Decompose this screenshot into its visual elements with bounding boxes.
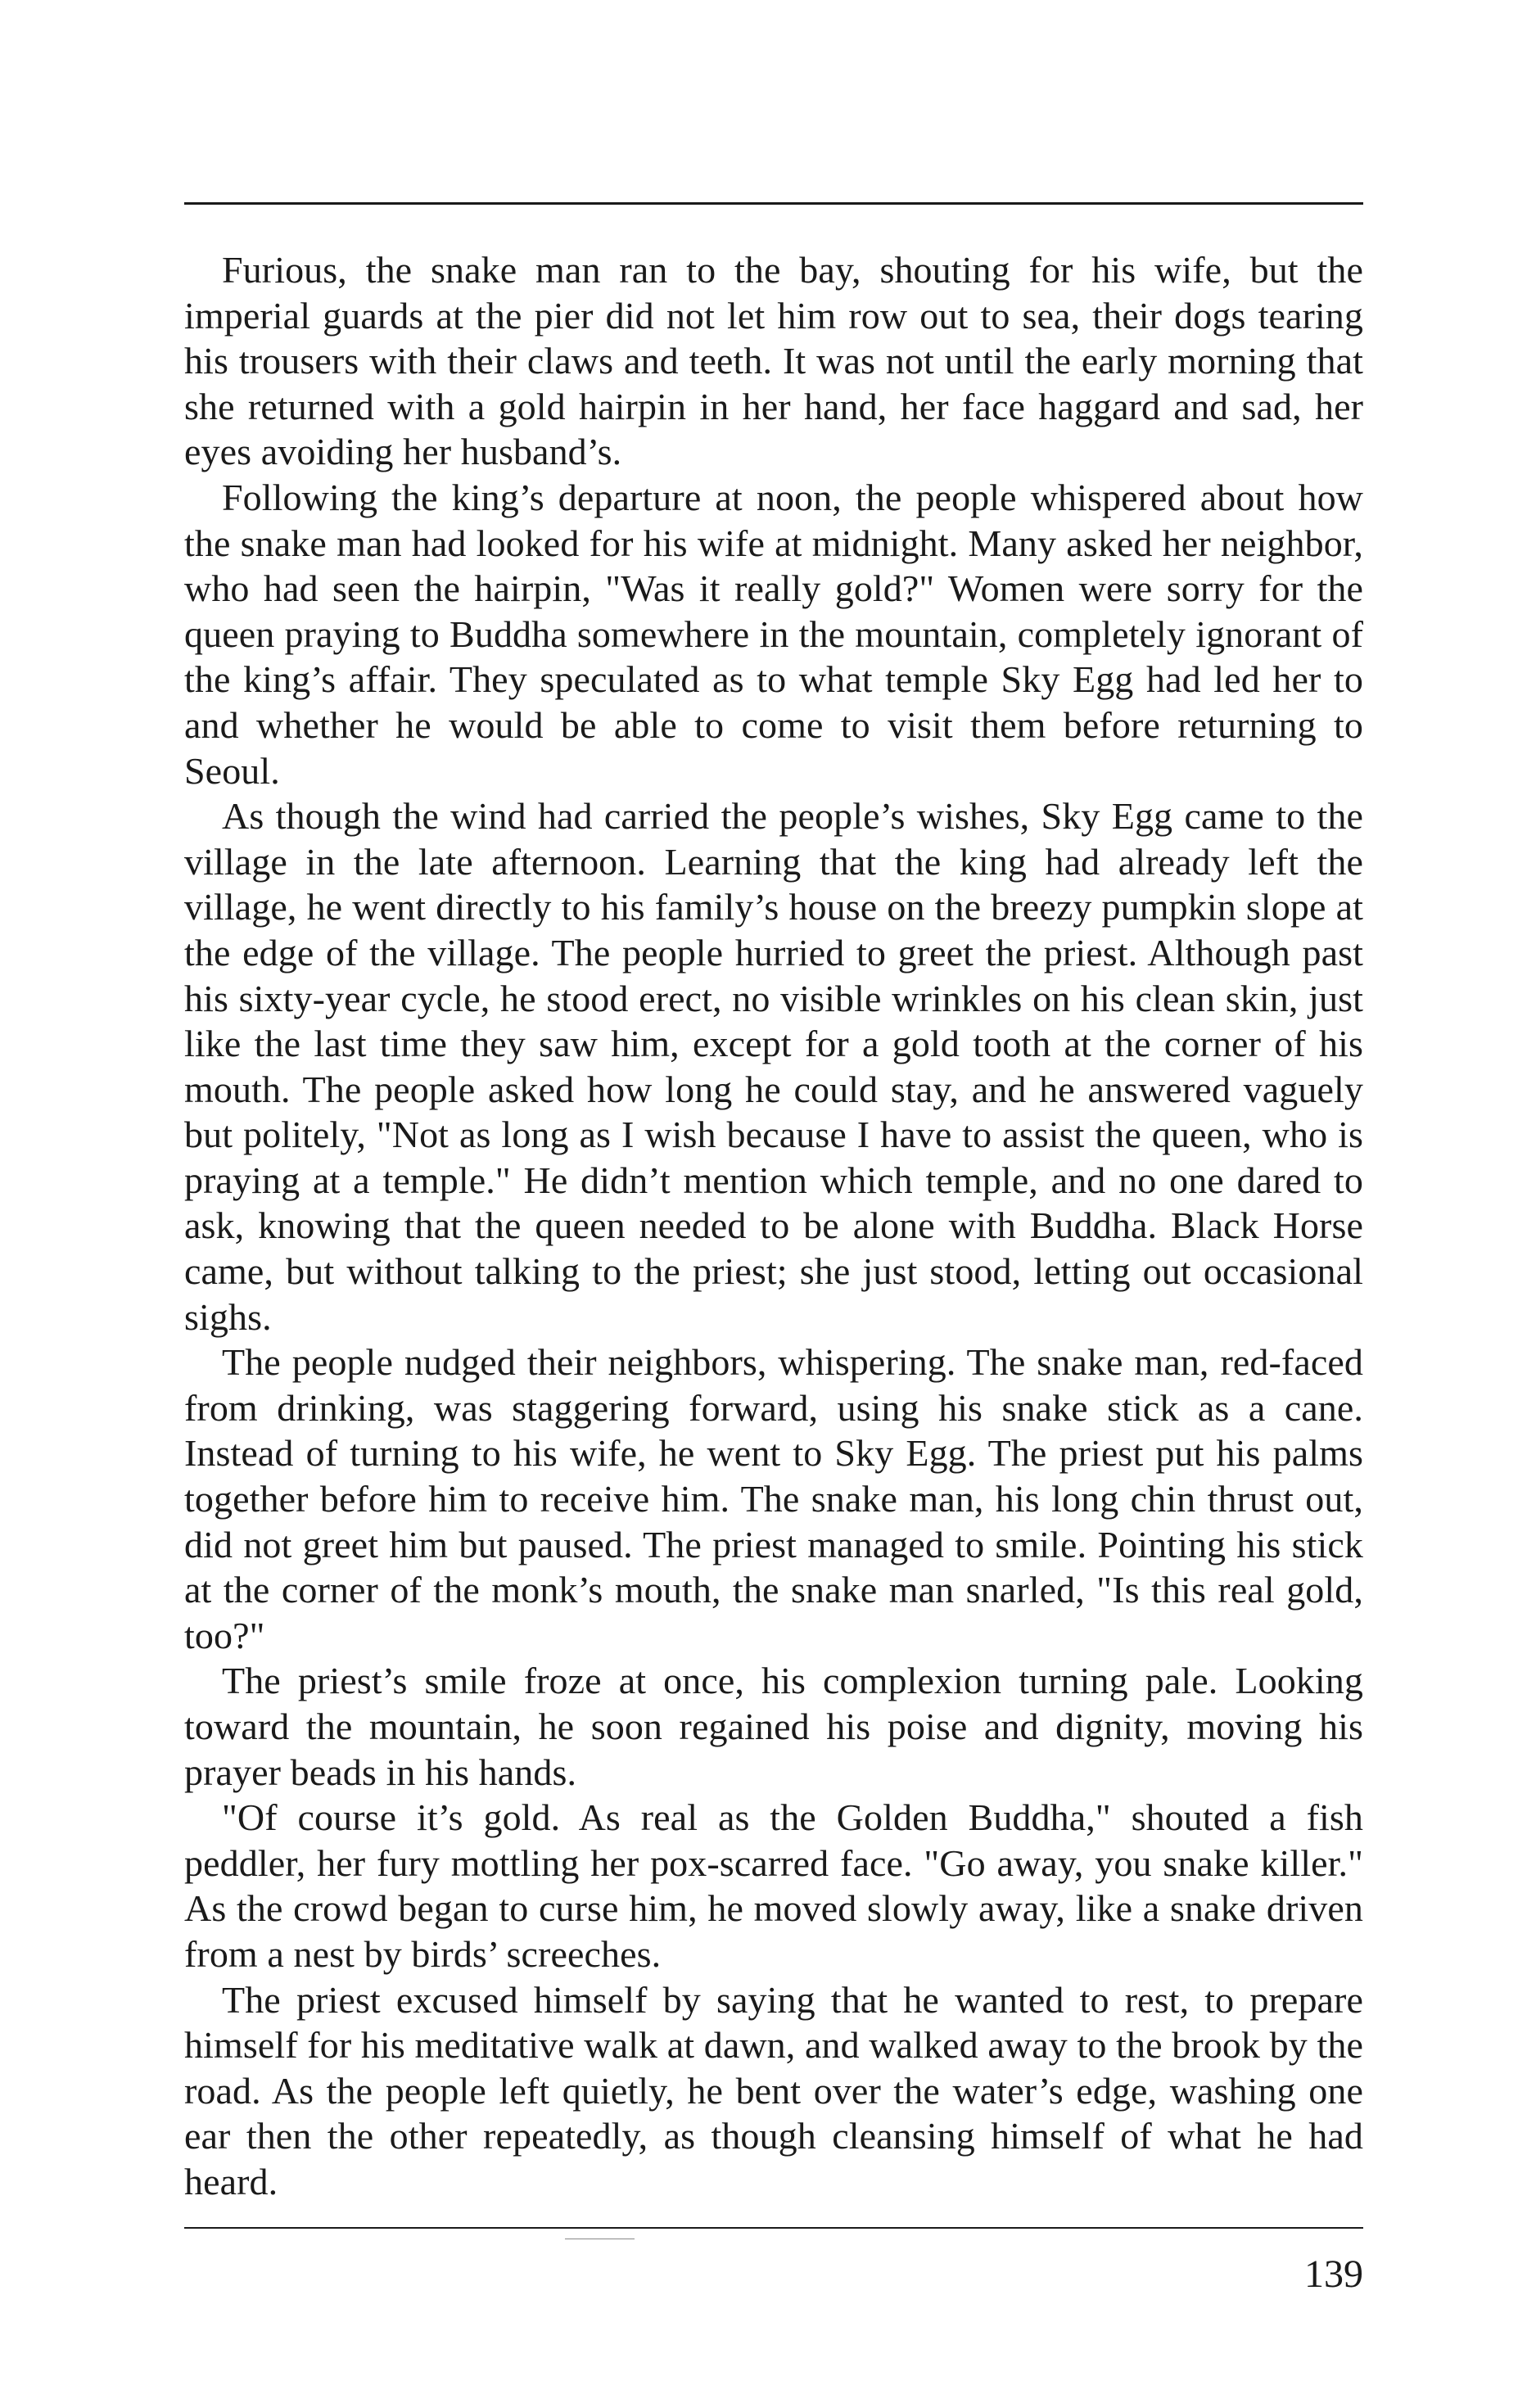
footer-rule xyxy=(184,2227,1363,2229)
paragraph: The people nudged their neighbors, whispering. The snake man, red-faced from drinking, was staggering forward, using his snake stick as a cane. Instead of turning to his wife, he went to Sky Egg. The priest put his palms together before him to receive him. The snake man, his long chin thrust out, did not greet him but paused. The priest managed to smile. Pointing his stick at the corner of the monk’s mouth, the snake man snarled, "Is this real gold, too?" xyxy=(184,1341,1363,1656)
paragraph: The priest excused himself by saying that he wanted to rest, to prepare himself for his meditative walk at dawn, and walked away to the brook by the road. As the people left quietly, he bent over the water’s edge, washing one ear then the other repeatedly, as though cleansing himself of what he had heard. xyxy=(184,1978,1363,2202)
page-number: 139 xyxy=(1304,2252,1363,2296)
header-rule xyxy=(184,202,1363,205)
paragraph: "Of course it’s gold. As real as the Golden Buddha," shouted a fish peddler, her fury mottling her pox-scarred face. "Go away, you snake killer." As the crowd began to curse him, he moved slowly away, like a snake driven from a nest by birds’ screeches. xyxy=(184,1796,1363,1975)
paragraph: Following the king’s departure at noon, the people whispered about how the snake man had looked for his wife at midnight. Many asked her neighbor, who had seen the hairpin, "Was it really gold?" Women were sorry for the queen praying to Buddha somewhere in the mountain, completely ignorant of the king’s affair. They speculated as to what temple Sky Egg had led her to and whether he would be able to come to visit them before returning to Seoul. xyxy=(184,476,1363,792)
paragraph: Furious, the snake man ran to the bay, shouting for his wife, but the imperial guards at the pier did not let him row out to sea, their dogs tearing his trousers with their claws and teeth. It was not until the early morning that she returned with a gold hairpin in her hand, her face haggard and sad, her eyes avoiding her husband’s. xyxy=(184,249,1363,473)
body-text xyxy=(184,247,1363,2205)
paragraph: As though the wind had carried the people’s wishes, Sky Egg came to the village in the late afternoon. Learning that the king had already left the village, he went directly to his family’s house on the breezy pumpkin slope at the edge of the village. The people hurried to greet the priest. Although past his sixty-year cycle, he stood erect, no visible wrinkles on his clean skin, just like the last time they saw him, except for a gold tooth at the corner of his mouth. The people asked how long he could stay, and he answered vaguely but politely, "Not as long as I wish because I have to assist the queen, who is praying at a temple." He didn’t mention which temple, and no one dared to ask, knowing that the queen needed to be alone with Buddha. Black Horse came, but without talking to the priest; she just stood, letting out occasional sighs. xyxy=(184,795,1363,1338)
paragraph: The priest’s smile froze at once, his complexion turning pale. Looking toward the mountain, he soon regained his poise and dignity, moving his prayer beads in his hands. xyxy=(184,1660,1363,1793)
